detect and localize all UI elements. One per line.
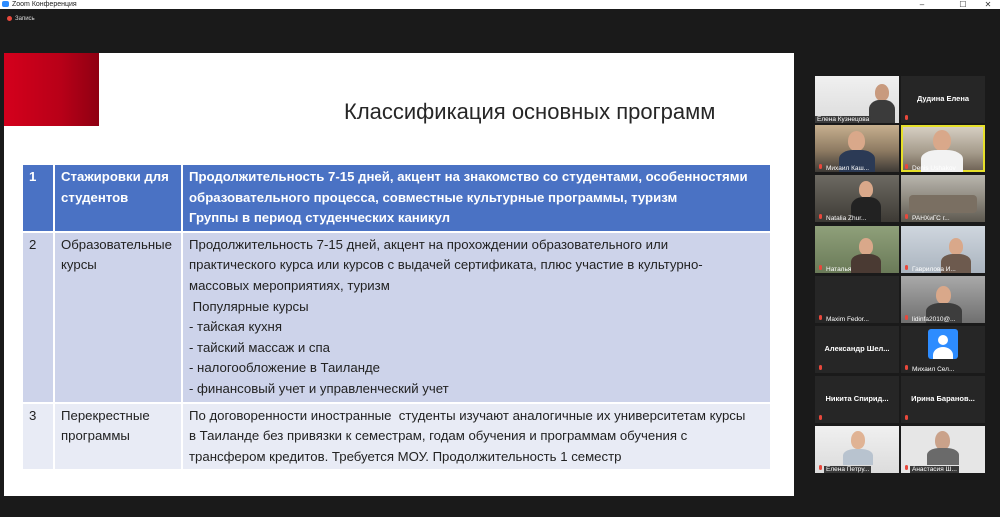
participant-name: Анастасия Ш... <box>912 466 957 473</box>
window-title: Zoom Конференция <box>12 1 77 8</box>
participant-tile[interactable] <box>901 226 985 273</box>
program-description <box>182 403 771 471</box>
mic-muted-icon <box>904 164 909 171</box>
table-row <box>23 403 771 471</box>
description-line: По договоренности иностранные студенты изучают аналогичные их университетам курсы <box>189 407 746 423</box>
window-titlebar <box>0 0 1000 9</box>
description-line: Продолжительность 7-15 дней, акцент на прохождении образовательного или <box>189 236 669 252</box>
program-name-line: Образовательные <box>61 236 172 252</box>
program-name <box>54 165 182 232</box>
participant-video <box>909 195 977 213</box>
participant-tile[interactable] <box>815 376 899 423</box>
programs-table <box>23 165 772 471</box>
mic-muted-icon <box>818 214 823 221</box>
participant-video <box>851 431 865 449</box>
participant-tile[interactable] <box>901 175 985 222</box>
description-line: практического курса или курсов с выдачей сертификата, плюс участие в культурно- <box>189 257 703 273</box>
participant-tile[interactable] <box>815 426 899 473</box>
mic-muted-icon <box>818 164 823 171</box>
participant-tile[interactable] <box>815 76 899 123</box>
program-name <box>54 403 182 471</box>
record-dot-icon <box>7 16 12 21</box>
participant-tile[interactable] <box>815 326 899 373</box>
recording-indicator[interactable] <box>7 16 35 22</box>
participant-name: Александр Шел... <box>824 344 890 353</box>
program-name-line: курсы <box>61 257 97 273</box>
description-line: - тайская кухня <box>189 319 282 335</box>
close-button[interactable]: ✕ <box>984 0 992 9</box>
description-line: Продолжительность 7-15 дней, акцент на знакомство со студентами, особенностями <box>189 169 748 184</box>
participant-tile[interactable] <box>901 426 985 473</box>
participant-name: РАНХиГС г... <box>912 215 950 222</box>
participant-tile[interactable] <box>815 276 899 323</box>
meeting-top-bar <box>0 9 1000 53</box>
participant-name: Denis Ushakov <box>912 165 956 172</box>
mic-muted-icon <box>818 265 823 272</box>
table-row <box>23 165 771 232</box>
mic-muted-icon <box>904 415 909 422</box>
mic-muted-icon <box>904 265 909 272</box>
participant-video <box>859 238 873 255</box>
mic-muted-icon <box>818 315 823 322</box>
description-line: Группы в период студенческих каникул <box>189 210 450 226</box>
participant-video <box>933 130 951 151</box>
slide-title: Классификация основных программ <box>344 99 716 124</box>
participant-video <box>851 254 881 273</box>
mic-muted-icon <box>818 365 823 372</box>
description-line: - налогообложение в Таиланде <box>189 360 381 376</box>
program-description <box>182 165 771 232</box>
participant-name: Дудина Елена <box>916 94 970 103</box>
row-number: 2 <box>23 232 54 403</box>
shared-screen-slide <box>4 53 794 496</box>
program-name-line: Перекрестные <box>61 407 150 423</box>
description-line: - финансовый учет и управленческий учет <box>189 380 449 396</box>
description-line: - тайский массаж и спа <box>189 339 330 355</box>
participant-name: Елена Петру... <box>826 466 870 473</box>
participant-tile[interactable] <box>901 76 985 123</box>
minimize-button[interactable]: – <box>919 0 925 9</box>
participant-name: Никита Спирид... <box>825 394 889 403</box>
participant-tile[interactable] <box>815 226 899 273</box>
description-line: образовательного процесса, совместные культурные программы, туризм <box>189 189 678 205</box>
participant-name: Наталья <box>826 266 852 273</box>
mic-muted-icon <box>904 315 909 322</box>
participant-video <box>927 448 959 465</box>
participant-tile[interactable] <box>901 125 985 172</box>
program-name-line: студентов <box>61 189 129 205</box>
user-avatar-icon <box>928 329 958 359</box>
row-number: 3 <box>23 403 54 471</box>
participant-name: Елена Кузнецова <box>817 116 870 123</box>
program-description <box>182 232 771 403</box>
mic-muted-icon <box>904 365 909 372</box>
program-name <box>54 232 182 403</box>
mic-muted-icon <box>904 214 909 221</box>
maximize-button[interactable]: ☐ <box>959 0 967 9</box>
participant-video <box>949 238 963 255</box>
participants-gallery <box>806 53 1000 517</box>
participant-video <box>936 286 951 304</box>
participant-name: Гаврилова И... <box>912 266 956 273</box>
mic-muted-icon <box>904 115 909 122</box>
description-line: Популярные курсы <box>189 298 309 314</box>
participant-video <box>875 84 889 101</box>
program-name-line: программы <box>61 428 130 444</box>
participant-name: lidinfa2010@... <box>912 316 956 323</box>
participant-tile[interactable] <box>901 376 985 423</box>
row-number: 1 <box>23 165 54 232</box>
participant-name: Maxim Fedor... <box>826 316 869 323</box>
participant-name: Ирина Баранов... <box>911 394 975 403</box>
table-row <box>23 232 771 403</box>
description-line: в Таиланде без привязки к семестрам, годам обучения и программам обучения с <box>189 428 688 444</box>
mic-muted-icon <box>904 465 909 472</box>
participant-name: Natalia Zhur... <box>826 215 867 222</box>
description-line: массовых мероприятиях, туризм <box>189 277 390 293</box>
participant-name: Михаил Каш... <box>826 165 870 172</box>
zoom-logo-icon <box>2 1 9 7</box>
participant-tile[interactable] <box>901 326 985 373</box>
participant-video <box>848 131 865 151</box>
participant-video <box>859 181 873 198</box>
mic-muted-icon <box>818 465 823 472</box>
participant-video <box>843 449 873 465</box>
mic-muted-icon <box>818 415 823 422</box>
slide-red-accent <box>4 53 99 126</box>
participant-tile[interactable] <box>815 175 899 222</box>
description-line: трансфером кредитов. Требуется МОУ. Продолжительность 1 семестр <box>189 448 622 464</box>
recording-label: Запись <box>15 16 35 23</box>
program-name-line: Стажировки для <box>61 169 169 184</box>
participant-video <box>869 100 895 123</box>
participant-tile[interactable] <box>815 125 899 172</box>
participant-tile[interactable] <box>901 276 985 323</box>
participant-name: Михаил Сел... <box>912 366 955 373</box>
